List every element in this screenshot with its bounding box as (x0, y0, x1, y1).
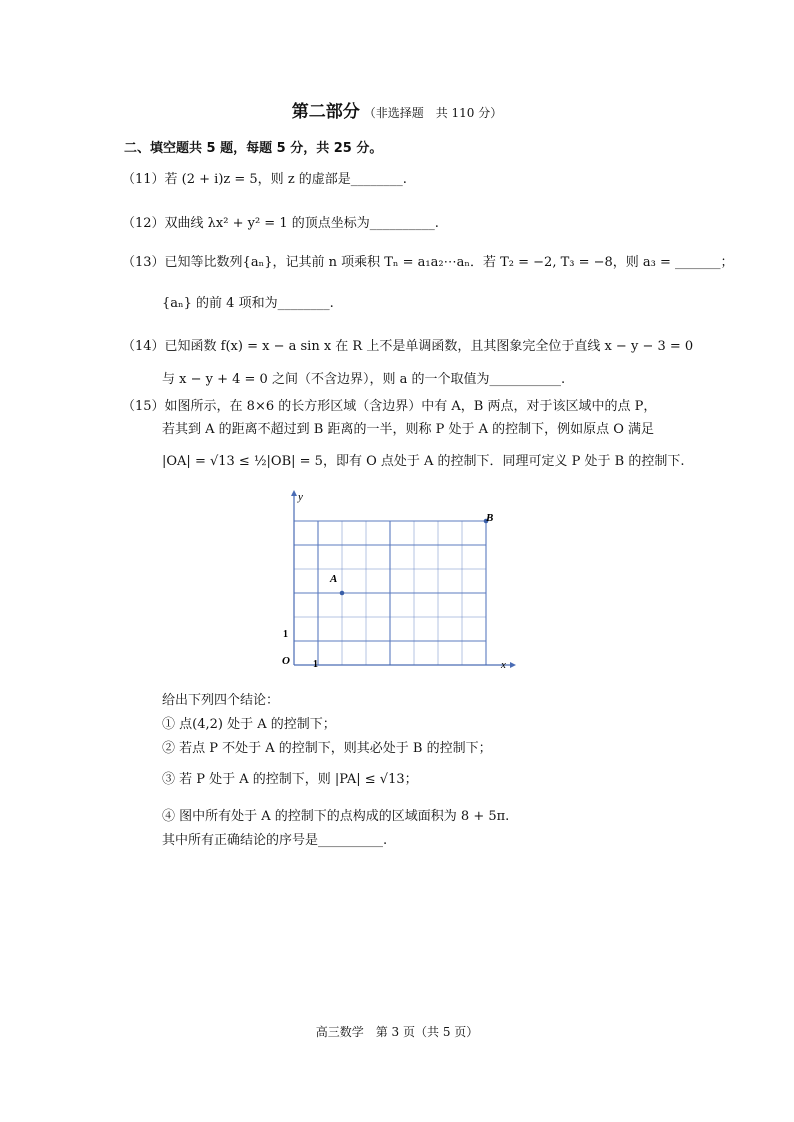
y-tick-1: 1 (283, 629, 288, 640)
y-axis-arrow (291, 490, 297, 496)
question-13-line-1: （13）已知等比数列{aₙ}，记其前 n 项乘积 Tₙ = a₁a₂⋯aₙ．若 T₂ = −2, T₃ = −8，则 a₃ = _______； (122, 255, 734, 270)
part-title (0, 97, 794, 122)
conclusion-3: ③ 若 P 处于 A 的控制下，则 |PA| ≤ √13； (162, 772, 418, 787)
origin-label: O (282, 655, 290, 667)
part-title-subtitle: （非选择题 共 110 分） (363, 106, 503, 120)
conclusion-1: ① 点(4,2) 处于 A 的控制下； (162, 717, 336, 732)
x-axis-arrow (510, 662, 516, 668)
point-a (340, 591, 345, 596)
coordinate-figure (278, 487, 518, 681)
conclusion-4: ④ 图中所有处于 A 的控制下的点构成的区域面积为 8 + 5π. (162, 809, 510, 824)
question-15-line-3: |OA| = √13 ≤ ½|OB| = 5，即有 O 点处于 A 的控制下．同理可定义 P 处于 B 的控制下. (162, 454, 685, 469)
conclusion-2: ② 若点 P 不处于 A 的控制下，则其必处于 B 的控制下； (162, 741, 492, 756)
y-axis-label: y (298, 491, 303, 503)
x-axis-label: x (501, 659, 506, 671)
part-title-main: 第二部分 (291, 102, 360, 122)
question-15-line-2: 若其到 A 的距离不超过到 B 距离的一半，则称 P 处于 A 的控制下，例如原点 O 满足 (162, 422, 655, 437)
conclusions-intro: 给出下列四个结论： (162, 693, 280, 708)
question-14-line-1: （14）已知函数 f(x) = x − a sin x 在 R 上不是单调函数，且其图象完全位于直线 x − y − 3 = 0 (122, 339, 694, 354)
question-15-line-1: （15）如图所示，在 8×6 的长方形区域（含边界）中有 A，B 两点，对于该区域中的点 P， (122, 399, 657, 414)
point-b-label: B (486, 512, 494, 524)
grid-lines (294, 521, 486, 665)
x-tick-1: 1 (313, 659, 318, 670)
question-13-line-2: {aₙ} 的前 4 项和为________. (162, 296, 334, 311)
question-12: （12）双曲线 λx² + y² = 1 的顶点坐标为__________. (122, 216, 439, 231)
page-footer: 高三数学 第 3 页（共 5 页） (315, 1025, 479, 1039)
grid-diagram (278, 487, 518, 677)
point-a-label: A (330, 573, 338, 585)
question-11: （11）若 (2 + i)z = 5，则 z 的虚部是________. (122, 172, 407, 187)
section-heading: 二、填空题共 5 题，每题 5 分，共 25 分。 (124, 141, 383, 156)
question-14-line-2: 与 x − y + 4 = 0 之间（不含边界），则 a 的一个取值为___________. (162, 372, 566, 387)
conclusions-question: 其中所有正确结论的序号是__________. (162, 833, 388, 848)
